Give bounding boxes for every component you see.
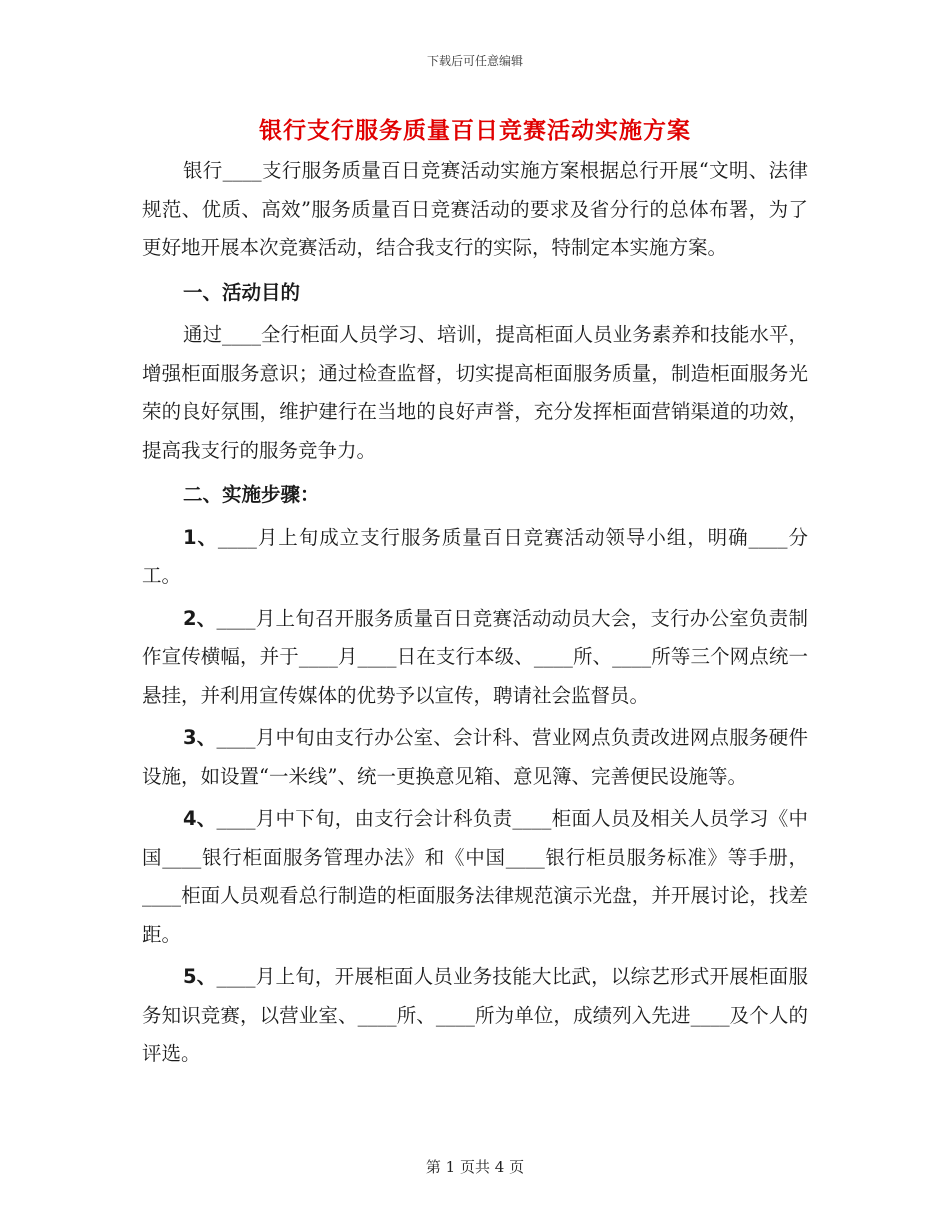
page-footer: 第 1 页共 4 页	[425, 1158, 525, 1176]
step-item-1	[142, 519, 808, 596]
section-heading-steps: 二、实施步骤：	[182, 483, 320, 506]
step-item-2	[142, 600, 808, 716]
intro-paragraph: 银行____支行服务质量百日竞赛活动实施方案根据总行开展“文明、法律规范、优质、高效”服务质量百日竞赛活动的要求及省分行的总体布署，为了更好地开展本次竞赛活动，结合我支行的实际，特制定本实施方案。	[142, 159, 808, 259]
step-text: ____月中旬由支行办公室、会计科、营业网点负责改进网点服务硬件设施，如设置“一米线”、统一更换意见箱、意见簿、完善便民设施等。	[142, 726, 808, 788]
document-title: 银行支行服务质量百日竞赛活动实施方案	[259, 118, 691, 144]
step-item-4	[142, 800, 808, 954]
document-body	[142, 152, 808, 1074]
step-text: ____月上旬，开展柜面人员业务技能大比武，以综艺形式开展柜面服务知识竞赛，以营业室、____所、____所为单位，成绩列入先进____及个人的评选。	[142, 965, 808, 1065]
step-number: 1、	[182, 525, 218, 549]
step-number: 5、	[182, 965, 217, 988]
section-heading-purpose: 一、活动目的	[182, 280, 300, 304]
header-note: 下载后可任意编辑	[426, 54, 523, 68]
step-text: ____月中下旬，由支行会计科负责____柜面人员及相关人员学习《中国____银行柜面服务管理办法》和《中国____银行柜员服务标准》等手册，____柜面人员观看总行制造的柜面服务法律规范演示光盘，并开展讨论，找差距。	[142, 807, 808, 946]
step-text: ____月上旬召开服务质量百日竞赛活动动员大会，支行办公室负责制作宣传横幅，并于____月____日在支行本级、____所、____所等三个网点统一悬挂，并利用宣传媒体的优势予以宣传，聘请社会监督员。	[142, 606, 808, 707]
step-item-5	[142, 958, 808, 1074]
step-item-3	[142, 719, 808, 796]
step-number: 2、	[182, 606, 217, 630]
purpose-paragraph: 通过____全行柜面人员学习、培训，提高柜面人员业务素养和技能水平，增强柜面服务意识；通过检查监督，切实提高柜面服务质量，制造柜面服务光荣的良好氛围，维护建行在当地的良好声誉，充分发挥柜面营销渠道的功效，提高我支行的服务竞争力。	[142, 323, 808, 462]
step-number: 4、	[182, 807, 217, 830]
step-text: ____月上旬成立支行服务质量百日竞赛活动领导小组，明确____分工。	[142, 525, 808, 587]
step-number: 3、	[182, 726, 217, 749]
